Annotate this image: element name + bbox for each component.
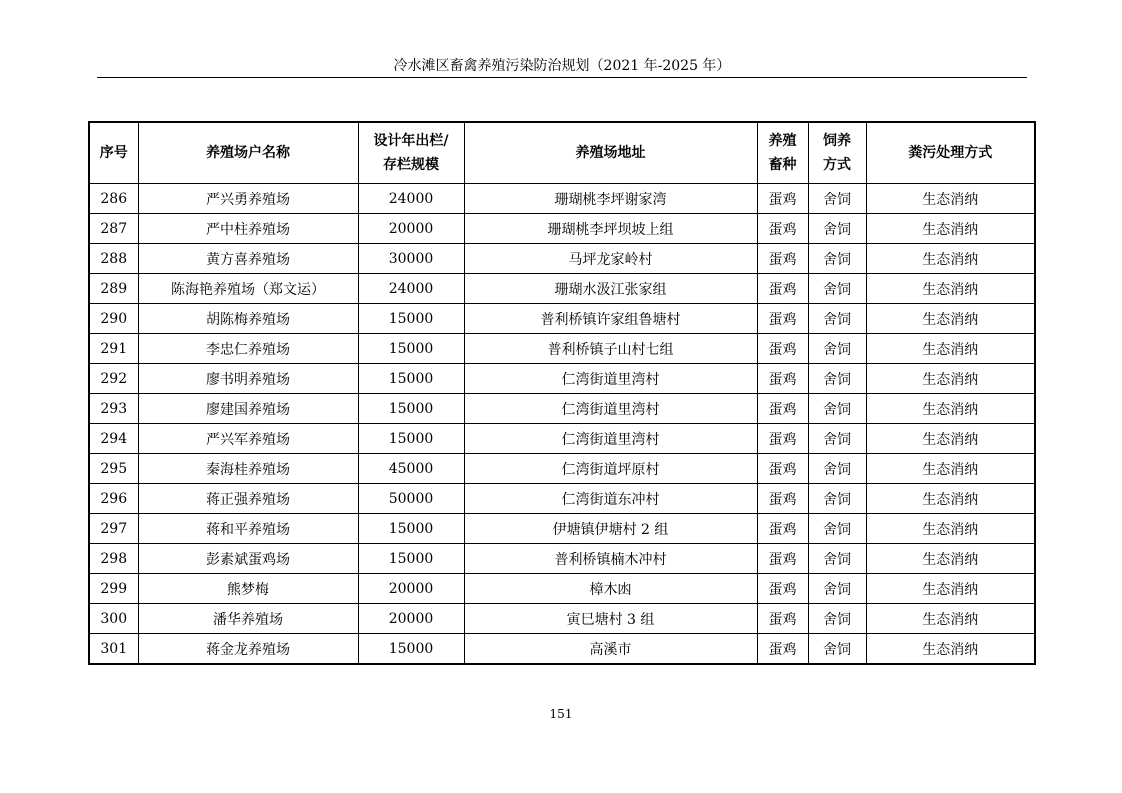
cell-address: 普利桥镇子山村七组 (464, 334, 757, 364)
col-header-name-line: 养殖场户名称 (206, 145, 290, 161)
cell-manure: 生态消纳 (866, 184, 1035, 214)
cell-species: 蛋鸡 (757, 304, 808, 334)
cell-name: 彭素斌蛋鸡场 (138, 544, 358, 574)
cell-no: 288 (89, 244, 138, 274)
cell-species: 蛋鸡 (757, 274, 808, 304)
cell-no: 299 (89, 574, 138, 604)
cell-feeding: 舍饲 (808, 634, 866, 665)
cell-no: 291 (89, 334, 138, 364)
cell-manure: 生态消纳 (866, 334, 1035, 364)
cell-no: 292 (89, 364, 138, 394)
cell-no: 287 (89, 214, 138, 244)
cell-scale: 15000 (358, 394, 464, 424)
cell-manure: 生态消纳 (866, 574, 1035, 604)
cell-scale: 50000 (358, 484, 464, 514)
cell-scale: 15000 (358, 334, 464, 364)
cell-address: 仁湾街道坪原村 (464, 454, 757, 484)
cell-address: 樟木凼 (464, 574, 757, 604)
farm-registry-table (88, 121, 1036, 665)
cell-species: 蛋鸡 (757, 214, 808, 244)
cell-no: 300 (89, 604, 138, 634)
col-header-address (464, 122, 757, 184)
col-header-no (89, 122, 138, 184)
col-header-scale-line: 设计年出栏/ (373, 133, 449, 149)
cell-manure: 生态消纳 (866, 604, 1035, 634)
col-header-manure-line: 粪污处理方式 (908, 145, 993, 161)
col-header-feeding-line: 饲养 (823, 133, 851, 149)
cell-name: 蒋金龙养殖场 (138, 634, 358, 665)
col-header-species (757, 122, 808, 184)
col-header-feeding (808, 122, 866, 184)
cell-address: 普利桥镇楠木冲村 (464, 544, 757, 574)
cell-name: 廖书明养殖场 (138, 364, 358, 394)
running-header: 冷水滩区畜禽养殖污染防治规划（2021 年-2025 年） (393, 58, 731, 74)
cell-name: 黄方喜养殖场 (138, 244, 358, 274)
cell-name: 蒋正强养殖场 (138, 484, 358, 514)
cell-species: 蛋鸡 (757, 634, 808, 665)
col-header-no-line: 序号 (99, 145, 128, 161)
cell-address: 仁湾街道里湾村 (464, 394, 757, 424)
cell-scale: 15000 (358, 514, 464, 544)
cell-name: 秦海桂养殖场 (138, 454, 358, 484)
cell-species: 蛋鸡 (757, 244, 808, 274)
table-row (89, 334, 1035, 364)
table-row (89, 184, 1035, 214)
cell-feeding: 舍饲 (808, 454, 866, 484)
cell-address: 马坪龙家岭村 (464, 244, 757, 274)
cell-feeding: 舍饲 (808, 184, 866, 214)
header-row (89, 122, 1035, 184)
table-body (89, 184, 1035, 665)
cell-feeding: 舍饲 (808, 574, 866, 604)
cell-manure: 生态消纳 (866, 424, 1035, 454)
cell-manure: 生态消纳 (866, 394, 1035, 424)
cell-manure: 生态消纳 (866, 214, 1035, 244)
cell-scale: 15000 (358, 424, 464, 454)
cell-name: 廖建国养殖场 (138, 394, 358, 424)
cell-no: 286 (89, 184, 138, 214)
cell-name: 严兴勇养殖场 (138, 184, 358, 214)
col-header-species-line: 畜种 (768, 157, 797, 173)
cell-manure: 生态消纳 (866, 544, 1035, 574)
col-header-address-line: 养殖场地址 (575, 145, 646, 161)
cell-name: 严兴军养殖场 (138, 424, 358, 454)
col-header-scale (358, 122, 464, 184)
col-header-scale-line: 存栏规模 (383, 157, 439, 173)
cell-no: 294 (89, 424, 138, 454)
table-row (89, 214, 1035, 244)
cell-address: 珊瑚水汲江张家组 (464, 274, 757, 304)
cell-address: 珊瑚桃李坪坝坡上组 (464, 214, 757, 244)
table-row (89, 514, 1035, 544)
cell-scale: 20000 (358, 214, 464, 244)
cell-species: 蛋鸡 (757, 514, 808, 544)
cell-feeding: 舍饲 (808, 604, 866, 634)
cell-manure: 生态消纳 (866, 304, 1035, 334)
col-header-species-line: 养殖 (768, 133, 797, 149)
cell-manure: 生态消纳 (866, 634, 1035, 665)
table-row (89, 364, 1035, 394)
cell-feeding: 舍饲 (808, 514, 866, 544)
cell-scale: 45000 (358, 454, 464, 484)
col-header-name (138, 122, 358, 184)
cell-species: 蛋鸡 (757, 484, 808, 514)
cell-address: 普利桥镇许家组鲁塘村 (464, 304, 757, 334)
cell-address: 寅巳塘村 3 组 (464, 604, 757, 634)
cell-scale: 30000 (358, 244, 464, 274)
cell-species: 蛋鸡 (757, 544, 808, 574)
cell-manure: 生态消纳 (866, 514, 1035, 544)
cell-species: 蛋鸡 (757, 424, 808, 454)
table-row (89, 604, 1035, 634)
cell-species: 蛋鸡 (757, 574, 808, 604)
cell-address: 仁湾街道东冲村 (464, 484, 757, 514)
cell-name: 熊梦梅 (138, 574, 358, 604)
cell-scale: 24000 (358, 274, 464, 304)
cell-manure: 生态消纳 (866, 274, 1035, 304)
cell-feeding: 舍饲 (808, 274, 866, 304)
cell-scale: 15000 (358, 544, 464, 574)
table-row (89, 424, 1035, 454)
cell-species: 蛋鸡 (757, 454, 808, 484)
cell-no: 301 (89, 634, 138, 665)
cell-manure: 生态消纳 (866, 484, 1035, 514)
cell-feeding: 舍饲 (808, 484, 866, 514)
cell-feeding: 舍饲 (808, 364, 866, 394)
cell-no: 298 (89, 544, 138, 574)
cell-feeding: 舍饲 (808, 394, 866, 424)
cell-no: 293 (89, 394, 138, 424)
cell-species: 蛋鸡 (757, 334, 808, 364)
cell-no: 290 (89, 304, 138, 334)
header-rule (97, 77, 1027, 78)
table-row (89, 574, 1035, 604)
table-row (89, 484, 1035, 514)
cell-manure: 生态消纳 (866, 244, 1035, 274)
table-row (89, 544, 1035, 574)
table-row (89, 304, 1035, 334)
cell-name: 李忠仁养殖场 (138, 334, 358, 364)
cell-no: 296 (89, 484, 138, 514)
cell-scale: 20000 (358, 574, 464, 604)
cell-species: 蛋鸡 (757, 604, 808, 634)
cell-scale: 20000 (358, 604, 464, 634)
cell-feeding: 舍饲 (808, 544, 866, 574)
cell-manure: 生态消纳 (866, 364, 1035, 394)
cell-species: 蛋鸡 (757, 394, 808, 424)
cell-feeding: 舍饲 (808, 244, 866, 274)
table-row (89, 634, 1035, 665)
cell-no: 295 (89, 454, 138, 484)
cell-species: 蛋鸡 (757, 364, 808, 394)
cell-scale: 24000 (358, 184, 464, 214)
col-header-manure (866, 122, 1035, 184)
cell-scale: 15000 (358, 364, 464, 394)
cell-name: 陈海艳养殖场（郑文运） (138, 274, 358, 304)
cell-no: 297 (89, 514, 138, 544)
cell-feeding: 舍饲 (808, 304, 866, 334)
cell-name: 蒋和平养殖场 (138, 514, 358, 544)
col-header-feeding-line: 方式 (823, 157, 851, 173)
cell-scale: 15000 (358, 304, 464, 334)
cell-name: 严中柱养殖场 (138, 214, 358, 244)
cell-manure: 生态消纳 (866, 454, 1035, 484)
cell-name: 胡陈梅养殖场 (138, 304, 358, 334)
cell-species: 蛋鸡 (757, 184, 808, 214)
table-row (89, 274, 1035, 304)
cell-address: 珊瑚桃李坪谢家湾 (464, 184, 757, 214)
cell-scale: 15000 (358, 634, 464, 665)
cell-feeding: 舍饲 (808, 334, 866, 364)
table-row (89, 454, 1035, 484)
table-row (89, 394, 1035, 424)
cell-address: 高溪市 (464, 634, 757, 665)
cell-feeding: 舍饲 (808, 214, 866, 244)
cell-address: 伊塘镇伊塘村 2 组 (464, 514, 757, 544)
cell-address: 仁湾街道里湾村 (464, 424, 757, 454)
page-number: 151 (549, 707, 573, 721)
cell-no: 289 (89, 274, 138, 304)
cell-name: 潘华养殖场 (138, 604, 358, 634)
cell-address: 仁湾街道里湾村 (464, 364, 757, 394)
table-row (89, 244, 1035, 274)
cell-feeding: 舍饲 (808, 424, 866, 454)
